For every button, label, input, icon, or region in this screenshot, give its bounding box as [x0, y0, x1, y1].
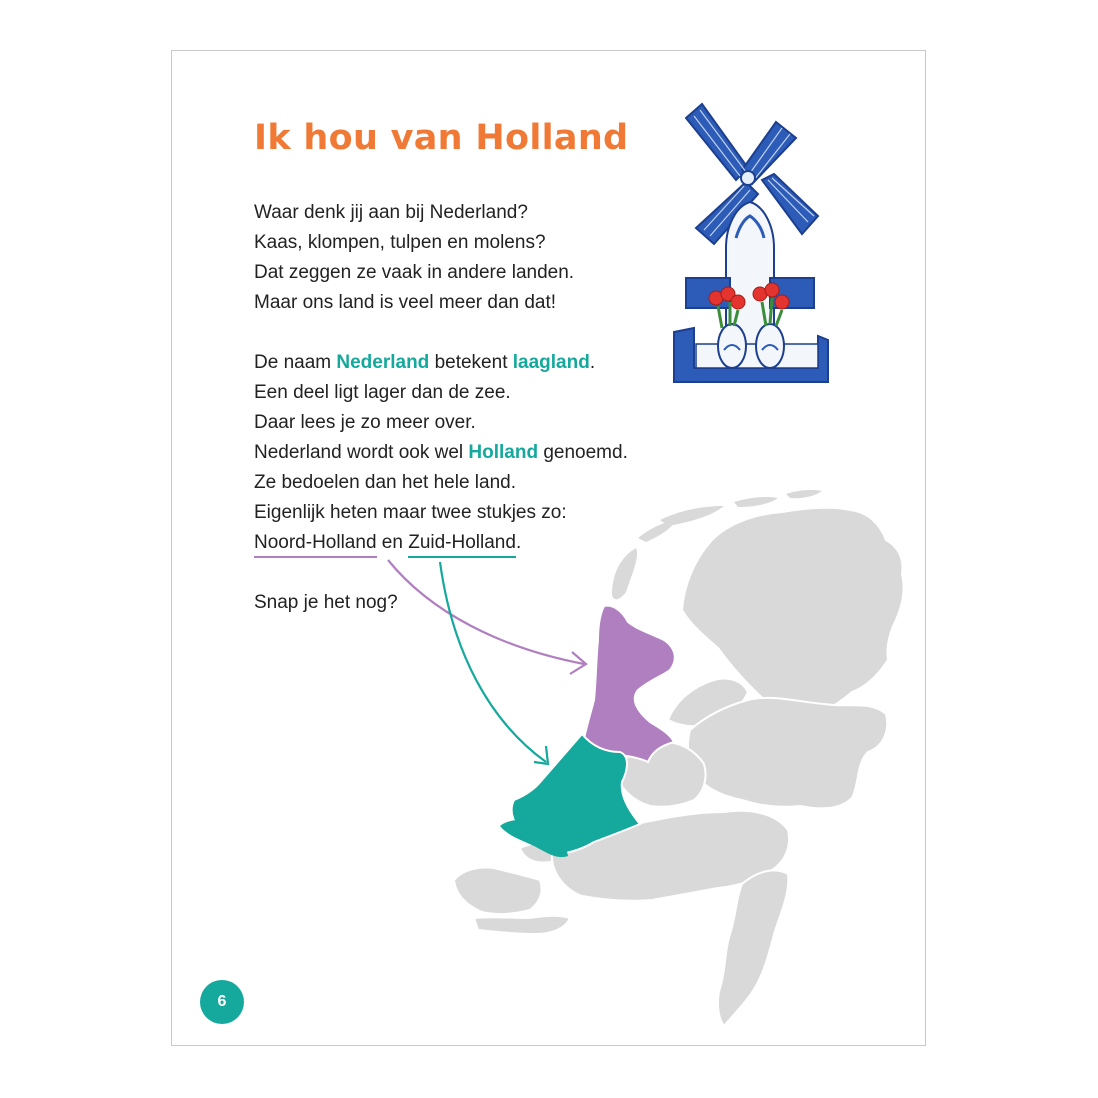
- term-laagland: laagland: [512, 352, 590, 373]
- delft-blue-windmill-icon: [666, 98, 830, 388]
- text-line: [254, 528, 628, 558]
- region-limburg: [718, 870, 788, 1026]
- term-holland: Holland: [468, 442, 539, 463]
- text-line: Eigenlijk heten maar twee stukjes zo:: [254, 502, 567, 523]
- region-noord-holland: [582, 606, 675, 762]
- region-zeeland-walcheren: [454, 868, 542, 915]
- label-zuid-holland: Zuid-Holland: [408, 532, 516, 558]
- text-fragment: .: [589, 352, 596, 373]
- text-fragment: en: [376, 532, 409, 553]
- island-schiermonnikoog: [786, 490, 822, 498]
- label-noord-holland: Noord-Holland: [254, 532, 377, 558]
- article-body: [254, 198, 628, 618]
- text-line: [254, 438, 628, 468]
- island-ameland: [734, 497, 778, 507]
- text-fragment: genoemd.: [538, 442, 628, 463]
- text-line: Waar denk jij aan bij Nederland?: [254, 202, 528, 223]
- text-fragment: .: [515, 532, 522, 553]
- text-line: Een deel ligt lager dan de zee.: [254, 382, 511, 403]
- region-gelderland: [688, 698, 887, 809]
- island-terschelling: [660, 506, 724, 526]
- text-fragment: Nederland wordt ook wel: [254, 442, 469, 463]
- page-number: 6: [200, 980, 244, 1024]
- question-text: Snap je het nog?: [254, 592, 398, 613]
- text-fragment: betekent: [429, 352, 513, 373]
- text-fragment: De naam: [254, 352, 337, 373]
- text-line: Ze bedoelen dan het hele land.: [254, 472, 516, 493]
- text-line: Kaas, klompen, tulpen en molens?: [254, 232, 546, 253]
- term-nederland: Nederland: [336, 352, 430, 373]
- text-line: [254, 348, 628, 378]
- region-zeeland-flanders: [474, 916, 570, 934]
- text-line: Maar ons land is veel meer dan dat!: [254, 292, 557, 313]
- text-line: Dat zeggen ze vaak in andere landen.: [254, 262, 575, 283]
- text-line: Daar lees je zo meer over.: [254, 412, 476, 433]
- page-title: Ik hou van Holland: [254, 118, 629, 158]
